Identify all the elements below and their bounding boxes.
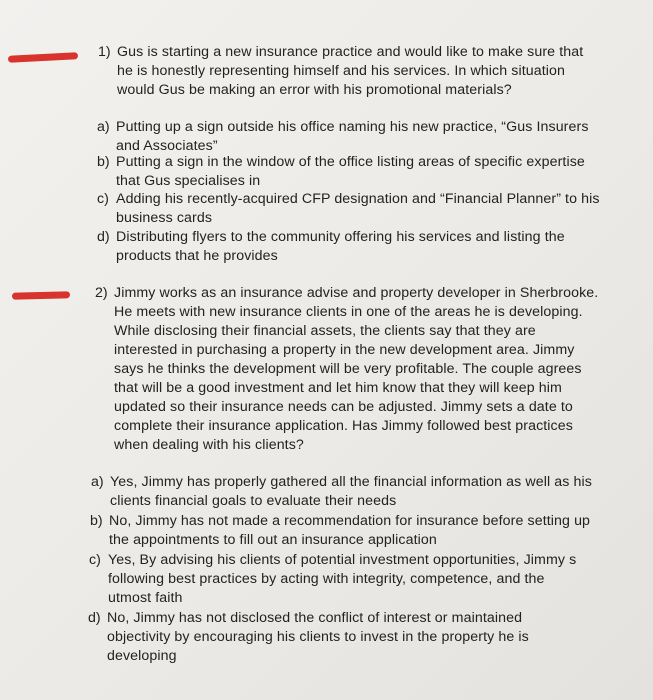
question-stem-line: interested in purchasing a property in the new development area. Jimmy bbox=[114, 342, 575, 358]
option-text: clients financial goals to evaluate their needs bbox=[110, 493, 397, 509]
option-text: following best practices by acting with integrity, competence, and the bbox=[108, 571, 545, 587]
option-text: business cards bbox=[116, 210, 213, 226]
question-stem-line: He meets with new insurance clients in one of the areas he is developing. bbox=[114, 304, 583, 320]
option-letter: c) bbox=[97, 191, 109, 207]
option-letter: b) bbox=[97, 154, 110, 170]
option-text: that Gus specialises in bbox=[116, 173, 261, 189]
question-stem-line: would Gus be making an error with his promotional materials? bbox=[117, 82, 512, 98]
option-letter: c) bbox=[89, 552, 101, 568]
question-stem-line: Gus is starting a new insurance practice and would like to make sure that bbox=[117, 44, 584, 60]
question-stem-line: he is honestly representing himself and his services. In which situation bbox=[117, 63, 566, 79]
option-text: and Associates” bbox=[116, 138, 218, 154]
question-stem-line: Jimmy works as an insurance advise and property developer in Sherbrooke. bbox=[114, 285, 599, 301]
option-letter: b) bbox=[90, 513, 103, 529]
question-number: 2) bbox=[95, 285, 108, 301]
option-text: Yes, By advising his clients of potential investment opportunities, Jimmy s bbox=[108, 552, 577, 568]
option-text: the appointments to fill out an insurance application bbox=[109, 532, 437, 548]
option-text: Putting up a sign outside his office naming his new practice, “Gus Insurers bbox=[116, 119, 589, 135]
option-text: objectivity by encouraging his clients to invest in the property he is bbox=[107, 629, 529, 645]
option-text: No, Jimmy has not made a recommendation for insurance before setting up bbox=[109, 513, 591, 529]
question-stem-line: complete their insurance application. Has Jimmy followed best practices bbox=[114, 418, 573, 434]
option-letter: a) bbox=[97, 119, 110, 135]
red-highlight-mark bbox=[12, 291, 70, 300]
option-text: Adding his recently-acquired CFP designation and “Financial Planner” to his bbox=[116, 191, 600, 207]
option-text: products that he provides bbox=[116, 248, 278, 264]
option-text: Yes, Jimmy has properly gathered all the financial information as well as his bbox=[110, 474, 592, 490]
option-letter: d) bbox=[88, 610, 101, 626]
option-letter: d) bbox=[97, 229, 110, 245]
question-number: 1) bbox=[98, 44, 111, 60]
question-stem-line: says he thinks the development will be very profitable. The couple agrees bbox=[114, 361, 582, 377]
option-text: developing bbox=[107, 648, 177, 664]
question-stem-line: updated so their insurance needs can be adjusted. Jimmy sets a date to bbox=[114, 399, 573, 415]
option-text: Distributing flyers to the community offering his services and listing the bbox=[116, 229, 565, 245]
option-text: No, Jimmy has not disclosed the conflict of interest or maintained bbox=[107, 610, 523, 626]
option-text: utmost faith bbox=[108, 590, 183, 606]
option-text: Putting a sign in the window of the office listing areas of specific expertise bbox=[116, 154, 585, 170]
question-stem-line: that will be a good investment and let him know that they will keep him bbox=[114, 380, 562, 396]
question-stem-line: when dealing with his clients? bbox=[114, 437, 304, 453]
option-letter: a) bbox=[91, 474, 104, 490]
red-highlight-mark bbox=[8, 52, 78, 63]
question-stem-line: While disclosing their financial assets, the clients say that they are bbox=[114, 323, 536, 339]
